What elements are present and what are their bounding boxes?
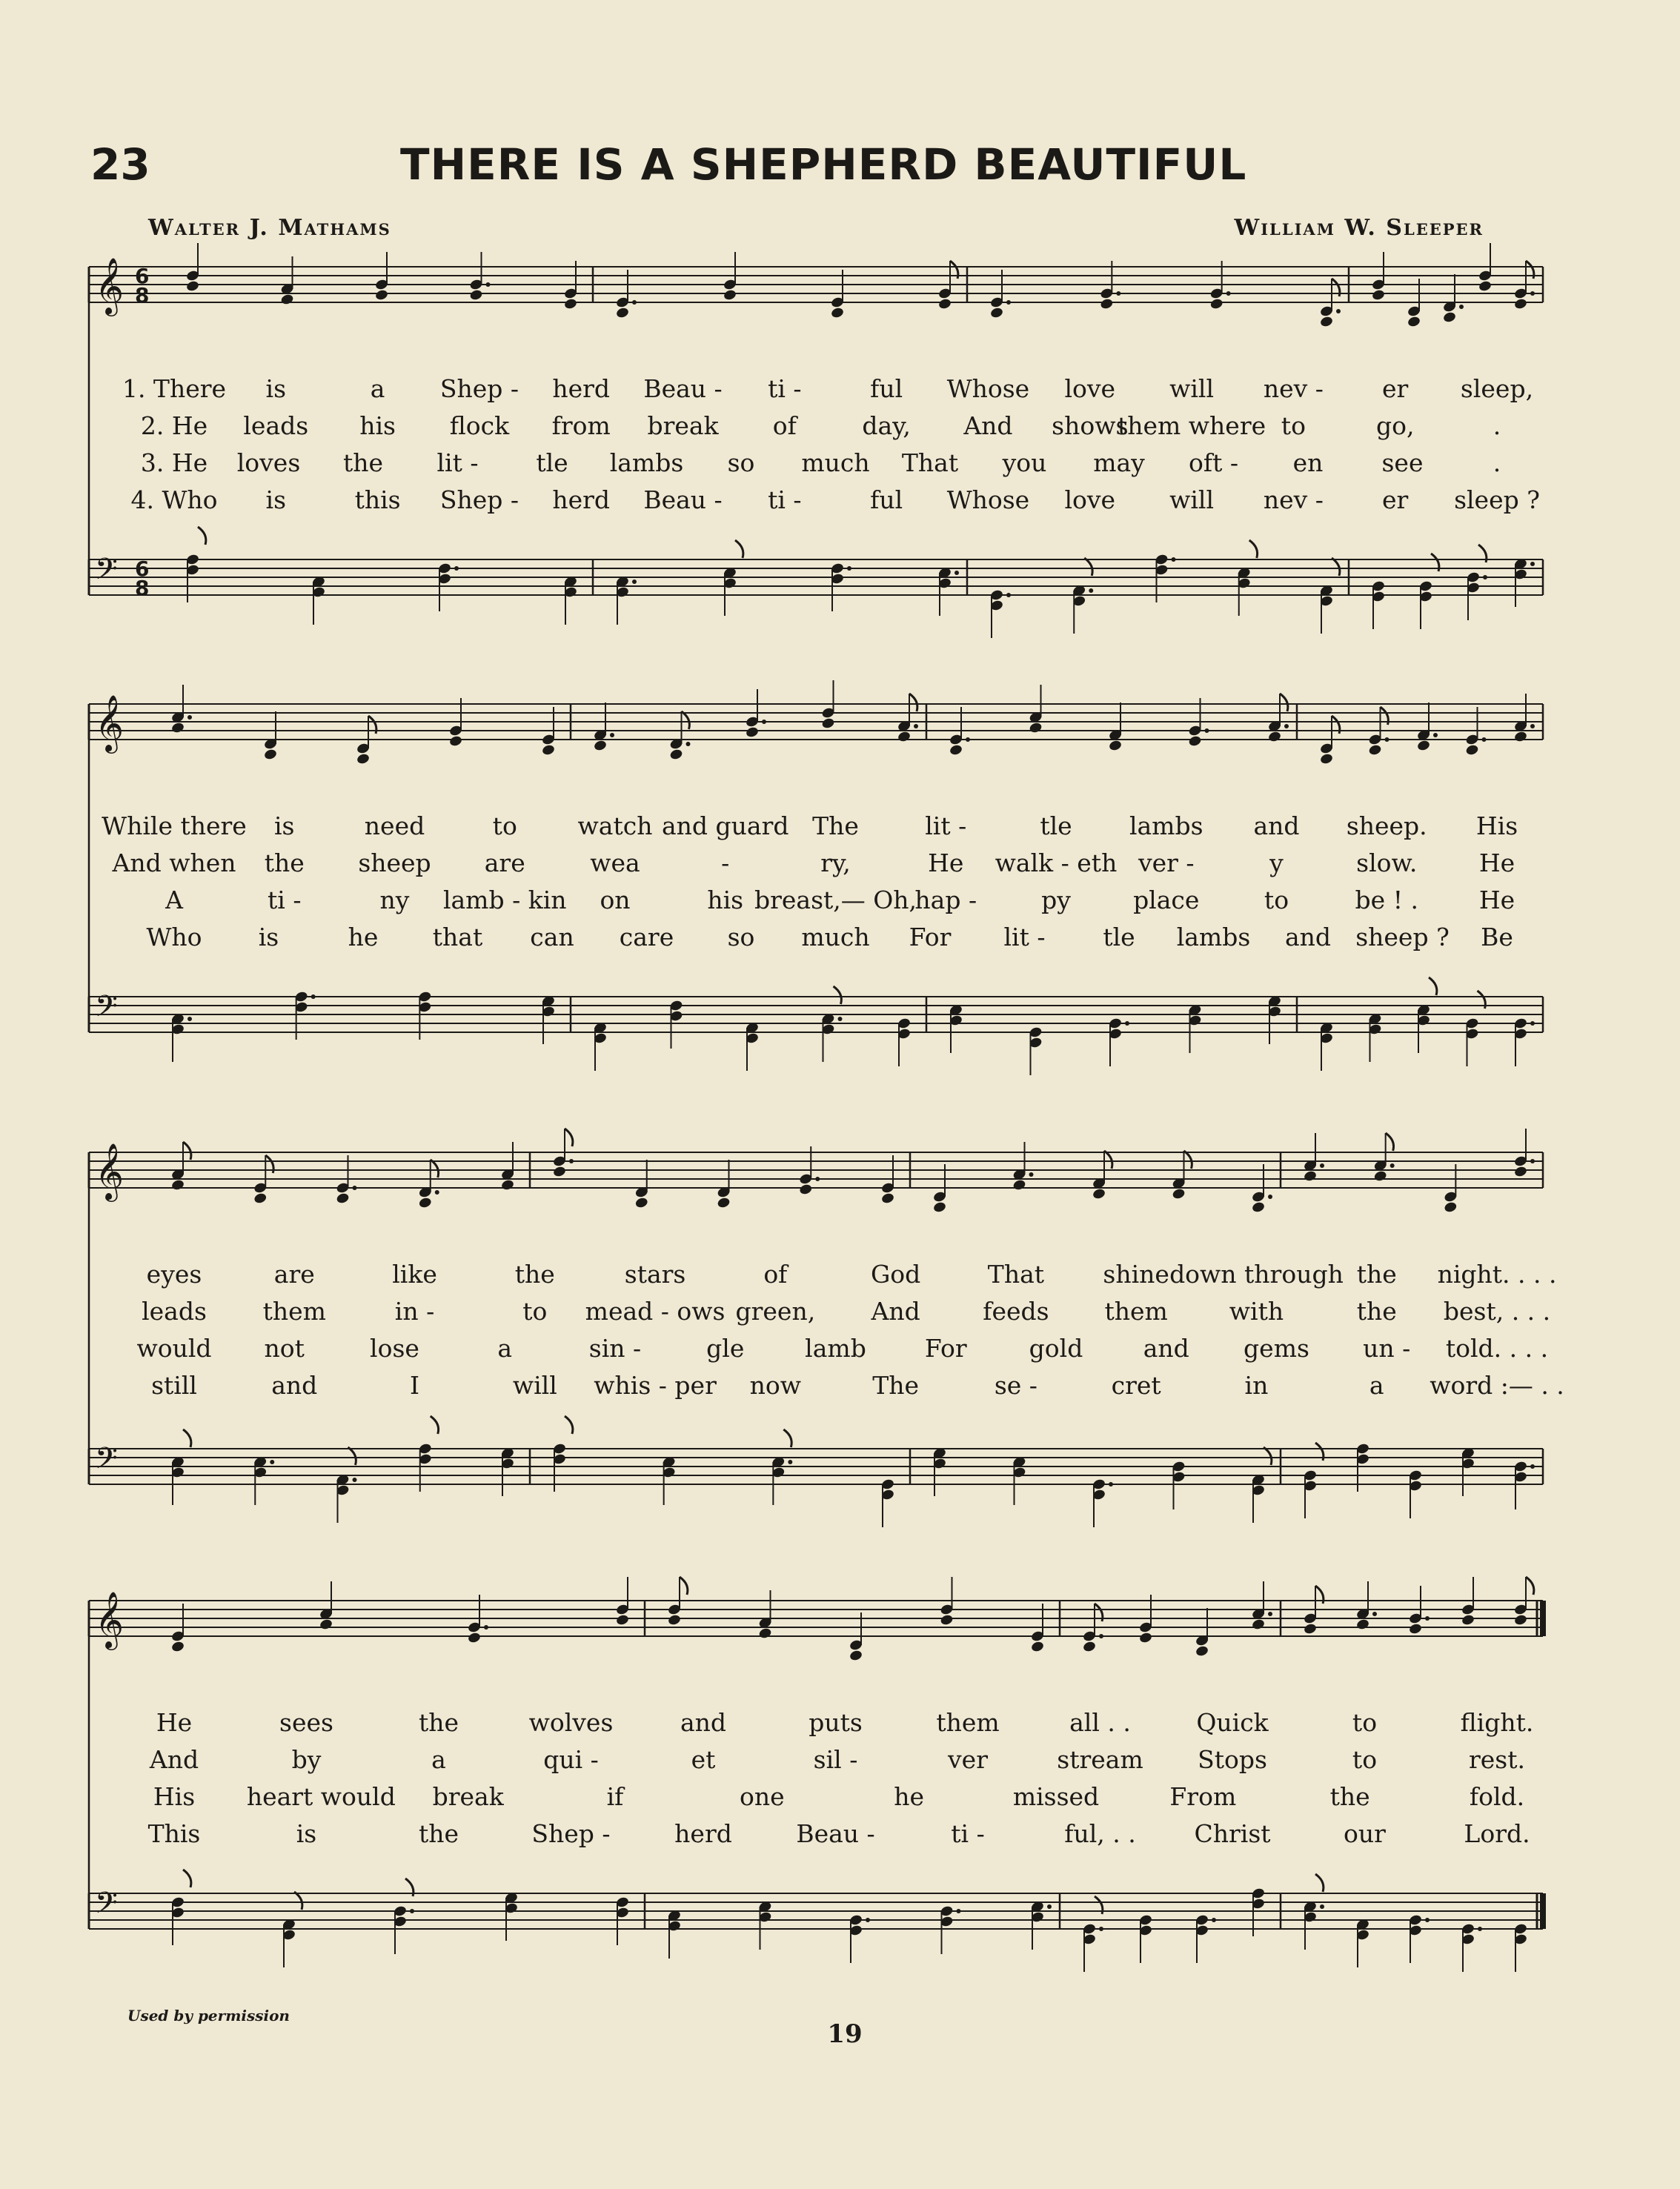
- lyric-syllable: eyes: [146, 1260, 202, 1289]
- lyric-syllable: wea: [590, 848, 640, 877]
- treble-staff: [89, 1577, 1543, 1661]
- lyric-syllable: them where: [1117, 411, 1266, 440]
- lyric-syllable: The: [872, 1371, 920, 1400]
- note: [170, 1604, 185, 1652]
- verse-line: [0, 1819, 1680, 1856]
- lyric-syllable: 3. He: [140, 448, 208, 477]
- lyric-syllable: God: [870, 1260, 921, 1289]
- note: [940, 1577, 954, 1626]
- time-signature-bottom: 8: [135, 576, 150, 600]
- lyric-syllable: slow.: [1356, 848, 1418, 877]
- verse-line: [0, 1782, 1680, 1819]
- lyric-syllable: ti -: [768, 374, 802, 403]
- note: [849, 1612, 863, 1661]
- treble-clef-icon: 𝄞: [95, 694, 124, 751]
- time-signature-bottom: 8: [135, 283, 150, 308]
- lyric-syllable: ti -: [268, 886, 302, 914]
- lyric-syllable: break: [647, 411, 719, 440]
- lyric-syllable: He: [1478, 848, 1515, 877]
- lyric-syllable: tle: [1103, 923, 1135, 951]
- lyric-syllable: if: [606, 1782, 624, 1811]
- bass-clef-icon: 𝄢: [95, 1886, 118, 1927]
- lyric-syllable: them: [1104, 1297, 1168, 1326]
- note: [1251, 1581, 1272, 1630]
- lyric-syllable: of: [763, 1260, 788, 1289]
- treble-clef-icon: 𝄞: [95, 257, 124, 314]
- lyric-syllable: to: [492, 811, 517, 840]
- lyric-syllable: he: [894, 1782, 925, 1811]
- lyric-syllable: love: [1064, 485, 1116, 514]
- lyric-syllable: a: [1369, 1371, 1384, 1400]
- lyric-syllable: is: [258, 923, 279, 951]
- lyric-syllable: Beau -: [796, 1819, 875, 1848]
- lyric-syllable: told. . . .: [1445, 1334, 1549, 1363]
- lyric-syllable: From: [1169, 1782, 1237, 1811]
- note: [319, 1581, 333, 1630]
- lyric-syllable: may: [1093, 448, 1145, 477]
- lyric-syllable: The: [812, 811, 859, 840]
- lyric-syllable: lit -: [925, 811, 967, 840]
- lyric-syllable: the: [342, 448, 384, 477]
- treble-clef-icon: 𝄞: [95, 1591, 124, 1648]
- lyric-syllable: see: [1381, 448, 1424, 477]
- lyric-syllable: the: [1329, 1782, 1370, 1811]
- lyric-syllable: break: [432, 1782, 504, 1811]
- hymn-number: 23: [90, 139, 150, 190]
- lyric-syllable: place: [1133, 886, 1200, 914]
- note: [1461, 1923, 1482, 1972]
- note: [170, 1870, 190, 1945]
- lyric-syllable: would: [136, 1334, 212, 1363]
- note: [615, 1577, 629, 1626]
- lyric-syllable: watch: [577, 811, 653, 840]
- lyric-syllable: on: [600, 886, 631, 914]
- lyric-syllable: is: [265, 485, 287, 514]
- lyric-syllable: best, . . .: [1443, 1297, 1551, 1326]
- lyric-syllable: love: [1064, 374, 1116, 403]
- lyric-syllable: He: [156, 1708, 193, 1737]
- lyric-syllable: lit -: [1003, 923, 1046, 951]
- time-signature-top: 6: [135, 264, 150, 288]
- lyric-syllable: lit -: [436, 448, 479, 477]
- note: [504, 1892, 518, 1941]
- lyric-syllable: en: [1292, 448, 1324, 477]
- lyric-syllable: so: [727, 923, 755, 951]
- lyric-syllable: to: [522, 1297, 548, 1326]
- lyric-syllable: His: [153, 1782, 196, 1811]
- lyric-syllable: sleep,: [1460, 374, 1534, 403]
- lyric-syllable: gold: [1029, 1334, 1083, 1363]
- bass-staff: [89, 1870, 1543, 1972]
- note: [1355, 1919, 1369, 1967]
- lyric-syllable: is: [265, 374, 287, 403]
- lyric-syllable: and guard: [662, 811, 789, 840]
- lyric-syllable: fold.: [1469, 1782, 1525, 1811]
- hymn-title: THERE IS A SHEPHERD BEAUTIFUL: [400, 139, 1247, 190]
- lyric-syllable: a: [431, 1745, 446, 1774]
- time-signature-top: 6: [135, 557, 150, 581]
- note: [1195, 1914, 1216, 1963]
- lyric-syllable: hap -: [914, 886, 977, 914]
- lyric-syllable: ver: [948, 1745, 988, 1774]
- lyric-syllable: all . .: [1069, 1708, 1131, 1737]
- lyric-syllable: word :— . .: [1430, 1371, 1564, 1400]
- lyric-syllable: nev -: [1263, 485, 1324, 514]
- lyric-syllable: ful: [870, 374, 903, 403]
- lyric-syllable: flight.: [1460, 1708, 1534, 1737]
- lyric-syllable: puts: [809, 1708, 863, 1737]
- lyric-syllable: the: [514, 1260, 555, 1289]
- lyric-syllable: tle: [536, 448, 568, 477]
- lyric-syllable: And when: [112, 848, 236, 877]
- lyric-syllable: 2. He: [140, 411, 208, 440]
- lyric-syllable: like: [392, 1260, 437, 1289]
- lyric-syllable: can: [530, 923, 574, 951]
- lyric-syllable: from: [551, 411, 611, 440]
- lyric-syllable: lose: [370, 1334, 419, 1363]
- lyric-syllable: this: [354, 485, 401, 514]
- lyric-syllable: to: [1281, 411, 1306, 440]
- note: [1461, 1577, 1475, 1626]
- lyric-syllable: ful, . .: [1064, 1819, 1136, 1848]
- lyric-syllable: in: [1244, 1371, 1269, 1400]
- lyric-syllable: and: [1253, 811, 1300, 840]
- lyric-syllable: While there: [102, 811, 247, 840]
- lyric-syllable: is: [274, 811, 295, 840]
- bass-clef-icon: 𝄢: [95, 552, 118, 594]
- lyric-syllable: un -: [1363, 1334, 1411, 1363]
- lyric-syllable: .: [1493, 448, 1501, 477]
- lyric-syllable: tle: [1040, 811, 1072, 840]
- lyric-syllable: the: [1356, 1260, 1397, 1289]
- lyric-syllable: he: [348, 923, 379, 951]
- lyric-syllable: leads: [142, 1297, 207, 1326]
- lyric-syllable: the: [1356, 1297, 1397, 1326]
- lyric-syllable: is: [296, 1819, 317, 1848]
- lyric-syllable: gle: [706, 1334, 745, 1363]
- lyric-syllable: And: [963, 411, 1013, 440]
- lyric-syllable: mead - ows: [585, 1297, 726, 1326]
- lyric-syllable: se -: [994, 1371, 1037, 1400]
- note: [1082, 1604, 1103, 1652]
- lyric-syllable: a: [370, 374, 385, 403]
- composer-credit: William W. Sleeper: [1234, 215, 1484, 241]
- lyric-syllable: will: [1169, 374, 1215, 403]
- lyric-syllable: night. . . .: [1437, 1260, 1557, 1289]
- lyric-syllable: in -: [394, 1297, 435, 1326]
- lyric-syllable: y: [1269, 848, 1284, 877]
- lyric-syllable: gems: [1244, 1334, 1309, 1363]
- note: [1030, 1901, 1052, 1950]
- lyric-syllable: He: [1478, 886, 1515, 914]
- lyric-syllable: His: [1475, 811, 1518, 840]
- lyric-syllable: still: [151, 1371, 197, 1400]
- lyric-syllable: and: [271, 1371, 318, 1400]
- lyric-syllable: and: [1284, 923, 1332, 951]
- note: [1030, 1604, 1044, 1652]
- lyric-syllable: lambs: [1129, 811, 1203, 840]
- lyric-syllable: Who: [146, 923, 202, 951]
- lyric-syllable: to: [1264, 886, 1289, 914]
- lyric-syllable: Shep -: [531, 1819, 611, 1848]
- lyric-syllable: sheep: [358, 848, 431, 877]
- lyric-syllable: Shep -: [439, 485, 519, 514]
- note: [1195, 1608, 1209, 1657]
- verse-line: [0, 1708, 1680, 1745]
- bass-clef-icon: 𝄢: [95, 1441, 118, 1483]
- lyric-syllable: Whose: [946, 374, 1030, 403]
- lyric-syllable: er: [1382, 485, 1409, 514]
- lyric-syllable: Whose: [946, 485, 1030, 514]
- lyric-syllable: That: [901, 448, 959, 477]
- lyric-syllable: flock: [449, 411, 510, 440]
- lyric-syllable: rest.: [1469, 1745, 1525, 1774]
- lyric-syllable: to: [1352, 1708, 1378, 1737]
- lyric-syllable: stars: [624, 1260, 686, 1289]
- lyric-syllable: one: [740, 1782, 785, 1811]
- note: [1138, 1914, 1152, 1963]
- lyric-syllable: now: [749, 1371, 802, 1400]
- lyric-syllable: That: [987, 1260, 1045, 1289]
- lyric-syllable: whis - per: [594, 1371, 717, 1400]
- lyric-syllable: er: [1382, 374, 1409, 403]
- note: [1138, 1595, 1152, 1644]
- lyric-syllable: stream: [1057, 1745, 1143, 1774]
- lyric-syllable: And: [149, 1745, 199, 1774]
- lyric-syllable: them: [936, 1708, 1000, 1737]
- lyric-syllable: and: [680, 1708, 727, 1737]
- lyric-syllable: much: [801, 448, 870, 477]
- lyric-syllable: are: [484, 848, 525, 877]
- lyric-syllable: and: [1143, 1334, 1189, 1363]
- lyric-syllable: lambs: [609, 448, 684, 477]
- lyric-syllable: ny: [379, 886, 410, 914]
- lyric-syllable: walk - eth: [995, 848, 1118, 877]
- lyric-syllable: wolves: [528, 1708, 614, 1737]
- lyric-syllable: shine: [1103, 1260, 1169, 1289]
- page-number: 19: [827, 2019, 863, 2049]
- lyric-syllable: green,: [735, 1297, 816, 1326]
- lyric-syllable: loves: [236, 448, 301, 477]
- lyric-syllable: his: [359, 411, 396, 440]
- lyric-syllable: Christ: [1194, 1819, 1271, 1848]
- lyric-syllable: Stops: [1198, 1745, 1267, 1774]
- lyric-syllable: sin -: [588, 1334, 642, 1363]
- lyric-syllable: py: [1041, 886, 1071, 914]
- lyric-syllable: the: [264, 848, 305, 877]
- lyric-syllable: leads: [243, 411, 309, 440]
- lyric-syllable: them: [262, 1297, 326, 1326]
- lyric-syllable: will: [512, 1371, 557, 1400]
- lyric-syllable: sees: [279, 1708, 333, 1737]
- lyric-syllable: to: [1352, 1745, 1378, 1774]
- lyric-syllable: breast,— Oh,: [754, 886, 917, 914]
- treble-clef-icon: 𝄞: [95, 1143, 124, 1200]
- lyric-syllable: herd: [552, 485, 611, 514]
- note: [849, 1914, 870, 1963]
- lyric-syllable: sheep ?: [1355, 923, 1450, 951]
- lyric-syllable: oft -: [1189, 448, 1238, 477]
- lyric-syllable: ry,: [820, 848, 851, 877]
- lyric-syllable: by: [291, 1745, 322, 1774]
- lyric-syllable: -: [721, 848, 730, 877]
- lyric-syllable: For: [924, 1334, 967, 1363]
- lyric-syllable: shows: [1052, 411, 1129, 440]
- lyric-syllable: I: [410, 1371, 420, 1400]
- lyric-syllable: A: [165, 886, 183, 914]
- lyric-syllable: He: [928, 848, 964, 877]
- lyricist-credit: Walter J. Mathams: [148, 215, 391, 241]
- lyric-syllable: 4. Who: [130, 485, 218, 514]
- note: [758, 1590, 772, 1639]
- lyric-syllable: qui -: [543, 1745, 599, 1774]
- lyric-syllable: Lord.: [1464, 1819, 1530, 1848]
- lyric-syllable: lamb: [805, 1334, 866, 1363]
- lyric-syllable: will: [1169, 485, 1215, 514]
- lyric-syllable: a: [497, 1334, 513, 1363]
- lyric-syllable: of: [772, 411, 797, 440]
- lyric-syllable: down through: [1169, 1260, 1344, 1289]
- lyric-syllable: ver -: [1138, 848, 1195, 877]
- note: [1408, 1914, 1430, 1963]
- lyric-syllable: sil -: [813, 1745, 858, 1774]
- lyric-syllable: are: [273, 1260, 315, 1289]
- lyric-syllable: so: [727, 448, 755, 477]
- lyric-syllable: Be: [1481, 923, 1513, 951]
- lyric-syllable: lamb - kin: [442, 886, 567, 914]
- lyric-syllable: the: [418, 1708, 459, 1737]
- lyric-syllable: the: [418, 1819, 459, 1848]
- lyric-syllable: ti -: [768, 485, 802, 514]
- lyric-syllable: feeds: [983, 1297, 1049, 1326]
- lyric-syllable: be ! .: [1355, 886, 1418, 914]
- bass-clef-icon: 𝄢: [95, 989, 118, 1031]
- lyric-syllable: herd: [674, 1819, 732, 1848]
- lyric-syllable: And: [871, 1297, 920, 1326]
- note: [1082, 1896, 1103, 1972]
- lyric-syllable: his: [707, 886, 744, 914]
- lyric-syllable: care: [619, 923, 674, 951]
- lyric-syllable: 1. There: [122, 374, 227, 403]
- lyric-syllable: need: [364, 811, 425, 840]
- lyric-syllable: ti -: [951, 1819, 985, 1848]
- note: [758, 1901, 772, 1950]
- lyric-syllable: Beau -: [643, 374, 723, 403]
- verse-line: [0, 1745, 1680, 1782]
- note: [393, 1879, 414, 1954]
- lyric-syllable: et: [691, 1745, 716, 1774]
- lyric-syllable: sleep ?: [1454, 485, 1540, 514]
- lyric-syllable: much: [801, 923, 870, 951]
- lyric-syllable: missed: [1012, 1782, 1100, 1811]
- lyric-syllable: cret: [1111, 1371, 1161, 1400]
- lyric-syllable: sheep.: [1346, 811, 1427, 840]
- lyric-syllable: For: [909, 923, 952, 951]
- note: [1355, 1581, 1377, 1630]
- lyric-syllable: with: [1229, 1297, 1284, 1326]
- lyric-syllable: that: [432, 923, 483, 951]
- lyric-syllable: herd: [552, 374, 611, 403]
- lyric-syllable: nev -: [1263, 374, 1324, 403]
- note: [667, 1910, 681, 1959]
- lyric-syllable: you: [1002, 448, 1047, 477]
- lyric-syllable: our: [1344, 1819, 1386, 1848]
- lyric-syllable: not: [264, 1334, 305, 1363]
- lyric-syllable: Quick: [1196, 1708, 1269, 1737]
- lyric-syllable: ful: [870, 485, 903, 514]
- lyric-syllable: heart would: [246, 1782, 396, 1811]
- lyric-syllable: .: [1493, 411, 1501, 440]
- lyric-syllable: lambs: [1176, 923, 1251, 951]
- lyric-syllable: Beau -: [643, 485, 723, 514]
- lyric-syllable: Shep -: [439, 374, 519, 403]
- lyric-syllable: go,: [1375, 411, 1415, 440]
- lyric-syllable: day,: [862, 411, 911, 440]
- permission-note: Used by permission: [127, 2007, 290, 2024]
- note: [1513, 1923, 1527, 1972]
- lyric-syllable: This: [147, 1819, 201, 1848]
